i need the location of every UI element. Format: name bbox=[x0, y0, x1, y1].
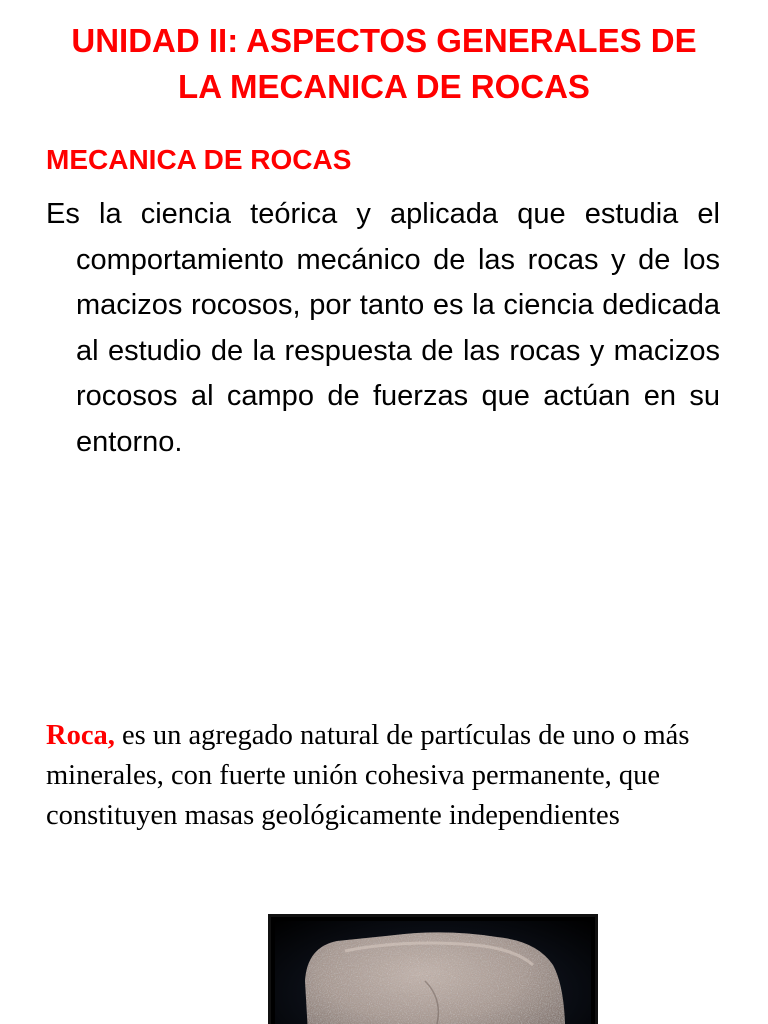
slide-title-line-1: UNIDAD II: ASPECTOS GENERALES DE bbox=[71, 22, 697, 59]
rock-image bbox=[275, 921, 591, 1024]
definition-paragraph: Es la ciencia teórica y aplicada que estudia el comportamiento mecánico de las rocas y de los macizos rocosos, por tanto es la ciencia dedicada al estudio de la respuesta de las rocas y macizos rocosos al campo de fuerzas que actúan en su entorno. bbox=[46, 198, 720, 458]
section-heading: MECANICA DE ROCAS bbox=[46, 144, 352, 175]
roca-text: es un agregado natural de partículas de uno o más minerales, con fuerte unión cohesiva permanente, que constituyen masas geológicamente independientes bbox=[46, 720, 690, 831]
rock-shape bbox=[305, 932, 565, 1024]
roca-definition bbox=[46, 716, 726, 836]
slide-title-line-2: LA MECANICA DE ROCAS bbox=[178, 68, 590, 105]
slide-title bbox=[20, 18, 748, 110]
roca-term: Roca, bbox=[46, 720, 115, 751]
rock-photo bbox=[268, 914, 598, 1024]
rock-photo-background bbox=[275, 921, 591, 1024]
